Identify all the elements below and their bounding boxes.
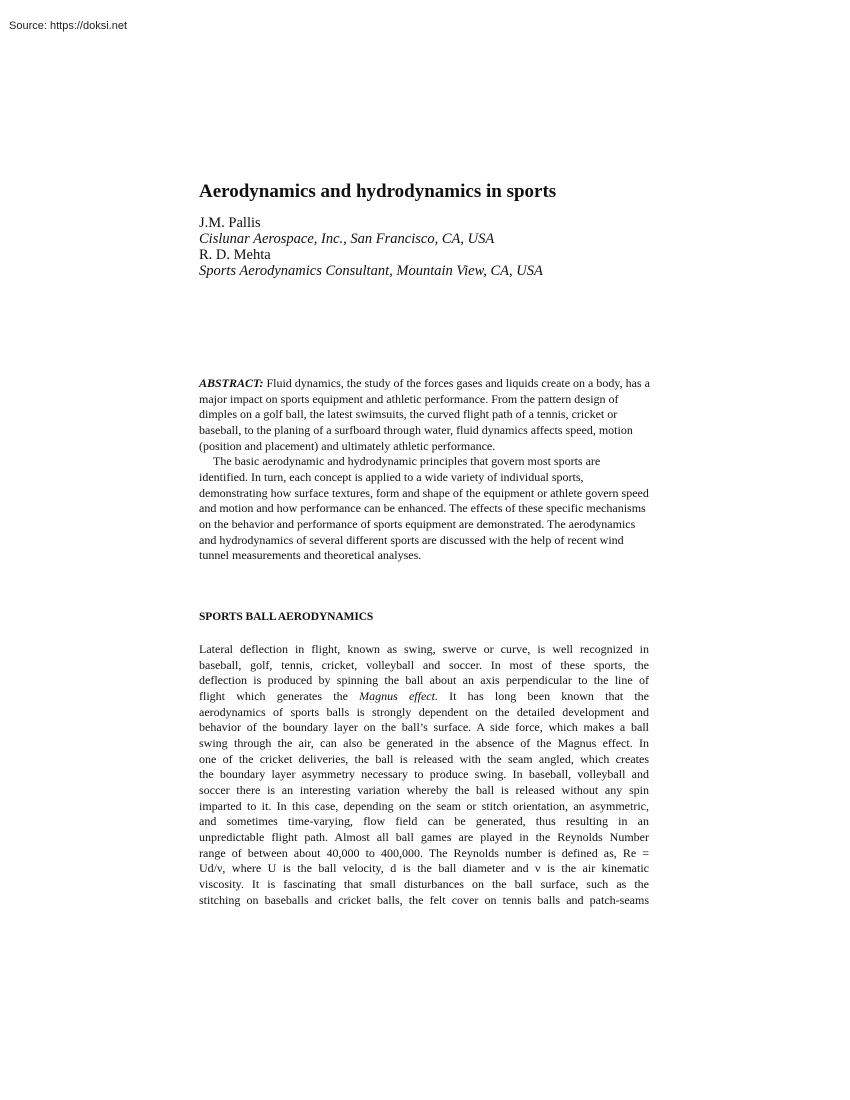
text-line: Lateral deflection in flight, known as swing, swerve or curve, is well recognized in — [199, 642, 649, 656]
abstract-label: ABSTRACT: — [199, 376, 264, 390]
text-line: and sometimes time-varying, flow field can be generated, thus resulting in an — [199, 814, 649, 829]
abstract-text: Fluid dynamics, the study of the forces gases and liquids create on a body, has a major impact on sports equipment and athletic performance. From the pattern design of dimples on a golf ball, the latest swimsuits, the curved flight path of a tennis, cricket or baseball, to the planing of a surfboard through water, fluid dynamics affects speed, motion (position and placement) and ultimately athletic performance. — [199, 376, 650, 453]
text-line: one of the cricket deliveries, the ball is released with the seam angled, which creates — [199, 751, 649, 766]
paper-title: Aerodynamics and hydrodynamics in sports — [199, 181, 557, 202]
section-heading: SPORTS BALL AERODYNAMICS — [199, 611, 374, 623]
text-line: Ud/ν, where U is the ball velocity, d is the ball diameter and ν is the air kinematic — [199, 861, 649, 876]
text-fragment: flight which generates the — [199, 688, 348, 703]
text-fragment: It has long been known that the — [449, 688, 649, 703]
text-line-magnus — [199, 689, 649, 705]
abstract — [199, 376, 651, 564]
text-line: imparted to it. In this case, depending on the seam or stitch orientation, an asymmetric, — [199, 798, 649, 813]
text-line: baseball, golf, tennis, cricket, volleyball and soccer. In most of these sports, the — [199, 657, 649, 672]
text-line: behavior of the boundary layer on the ball’s surface. A side force, which makes a ball — [199, 720, 649, 735]
abstract-paragraph: The basic aerodynamic and hydrodynamic principles that govern most sports are identified. In turn, each concept is applied to a wide variety of individual sports, demonstrating how surface textures, form and shape of the equipment or athlete govern speed and motion and how performance can be enhanced. The effects of these specific mechanisms on the behavior and performance of sports equipment are demonstrated. The aerodynamics and hydrodynamics of several different sports are discussed with the help of recent wind tunnel measurements and theoretical analyses. — [199, 454, 649, 563]
source-caption: Source: https://doksi.net — [9, 20, 128, 32]
text-line: deflection is produced by spinning the ball about an axis perpendicular to the line of — [199, 673, 649, 688]
magnus-effect-term: Magnus effect. — [359, 688, 438, 703]
text-line: stitching on baseballs and cricket balls, the felt cover on tennis balls and patch-seams — [199, 892, 649, 907]
author-affiliation: Cislunar Aerospace, Inc., San Francisco, CA, USA — [199, 231, 495, 247]
text-line: swing through the air, can also be generated in the absence of the Magnus effect. In — [199, 735, 649, 750]
abstract-paragraph — [199, 376, 651, 454]
body-paragraph — [199, 642, 649, 908]
text-line: unpredictable flight path. Almost all ball games are played in the Reynolds Number — [199, 829, 649, 844]
text-line: range of between about 40,000 to 400,000. The Reynolds number is defined as, Re = — [199, 845, 649, 860]
text-line: viscosity. It is fascinating that small disturbances on the ball surface, such as the — [199, 876, 649, 891]
author-name: J.M. Pallis — [199, 215, 261, 231]
author-affiliation: Sports Aerodynamics Consultant, Mountain View, CA, USA — [199, 263, 543, 279]
text-line: aerodynamics of sports balls is strongly dependent on the detailed development and — [199, 704, 649, 719]
text-line: soccer there is an interesting variation whereby the ball is released without any spin — [199, 782, 649, 797]
author-block — [199, 215, 543, 279]
author-name: R. D. Mehta — [199, 247, 271, 263]
text-line: the boundary layer asymmetry necessary to produce swing. In baseball, volleyball and — [199, 767, 649, 782]
